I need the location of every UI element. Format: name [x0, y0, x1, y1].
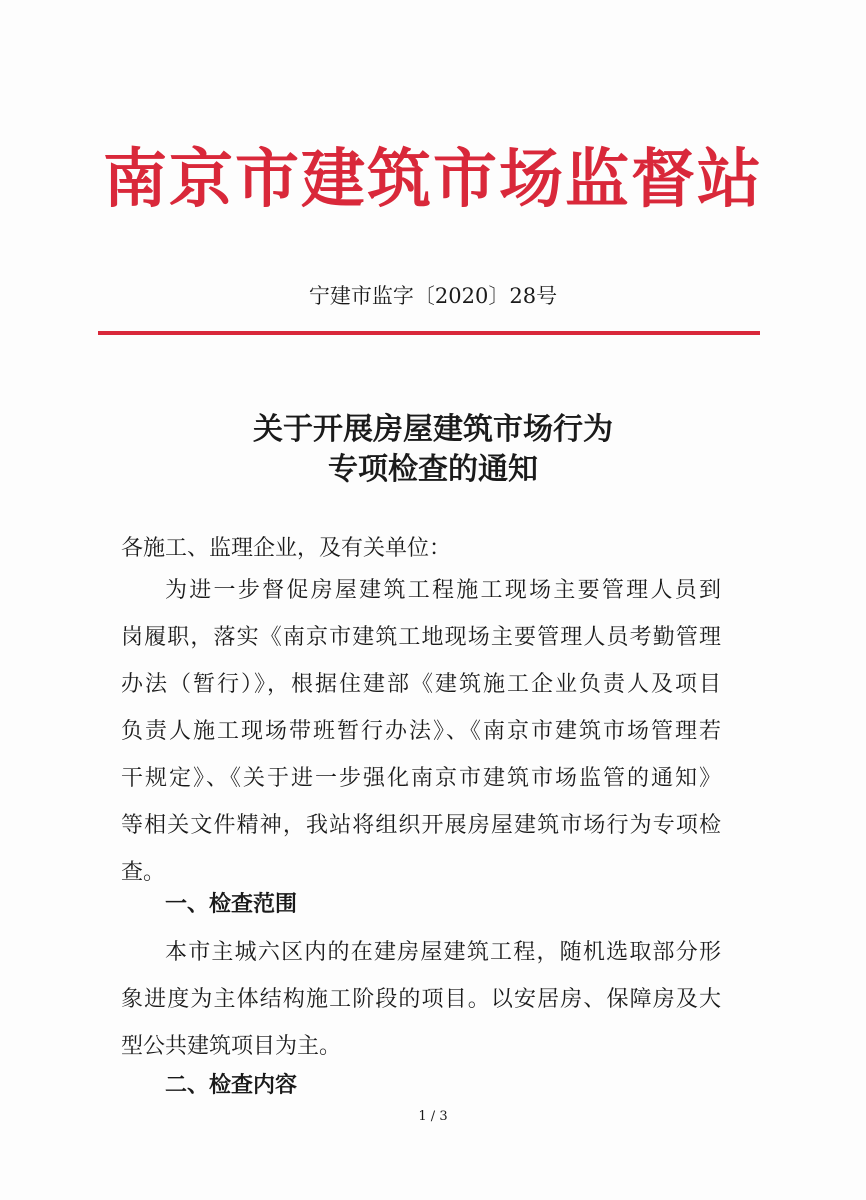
section-1-line: 象进度为主体结构施工阶段的项目。以安居房、保障房及大 — [121, 987, 721, 1012]
section-2-heading: 二、检查内容 — [165, 1073, 298, 1098]
section-1-line: 型公共建筑项目为主。 — [121, 1034, 342, 1059]
section-1-heading: 一、检查范围 — [165, 892, 298, 917]
notice-title — [0, 410, 866, 490]
intro-line: 办法（暂行）》，根据住建部《建筑施工企业负责人及项目 — [121, 672, 721, 697]
intro-line: 负责人施工现场带班暂行办法》、《南京市建筑市场管理若 — [121, 719, 721, 744]
intro-line: 为进一步督促房屋建筑工程施工现场主要管理人员到 — [165, 578, 721, 603]
section-1-line: 本市主城六区内的在建房屋建筑工程，随机选取部分形 — [165, 940, 721, 965]
intro-line: 干规定》、《关于进一步强化南京市建筑市场监管的通知》 — [121, 766, 721, 791]
letterhead-red-rule — [98, 331, 760, 335]
notice-title-line-2: 专项检查的通知 — [328, 452, 538, 487]
letterhead-org-name: 南京市建筑市场监督站 — [103, 142, 763, 217]
section-1-paragraph — [121, 929, 721, 1070]
page-number: 1 / 3 — [418, 1109, 448, 1124]
intro-line: 查。 — [121, 860, 166, 885]
intro-line: 等相关文件精神，我站将组织开展房屋建筑市场行为专项检 — [121, 813, 721, 838]
salutation: 各施工、监理企业，及有关单位： — [121, 536, 452, 561]
document-number: 宁建市监字〔2020〕28号 — [308, 284, 558, 308]
notice-title-line-1: 关于开展房屋建筑市场行为 — [253, 412, 613, 447]
intro-line: 岗履职，落实《南京市建筑工地现场主要管理人员考勤管理 — [121, 625, 721, 650]
intro-paragraph — [121, 567, 721, 896]
